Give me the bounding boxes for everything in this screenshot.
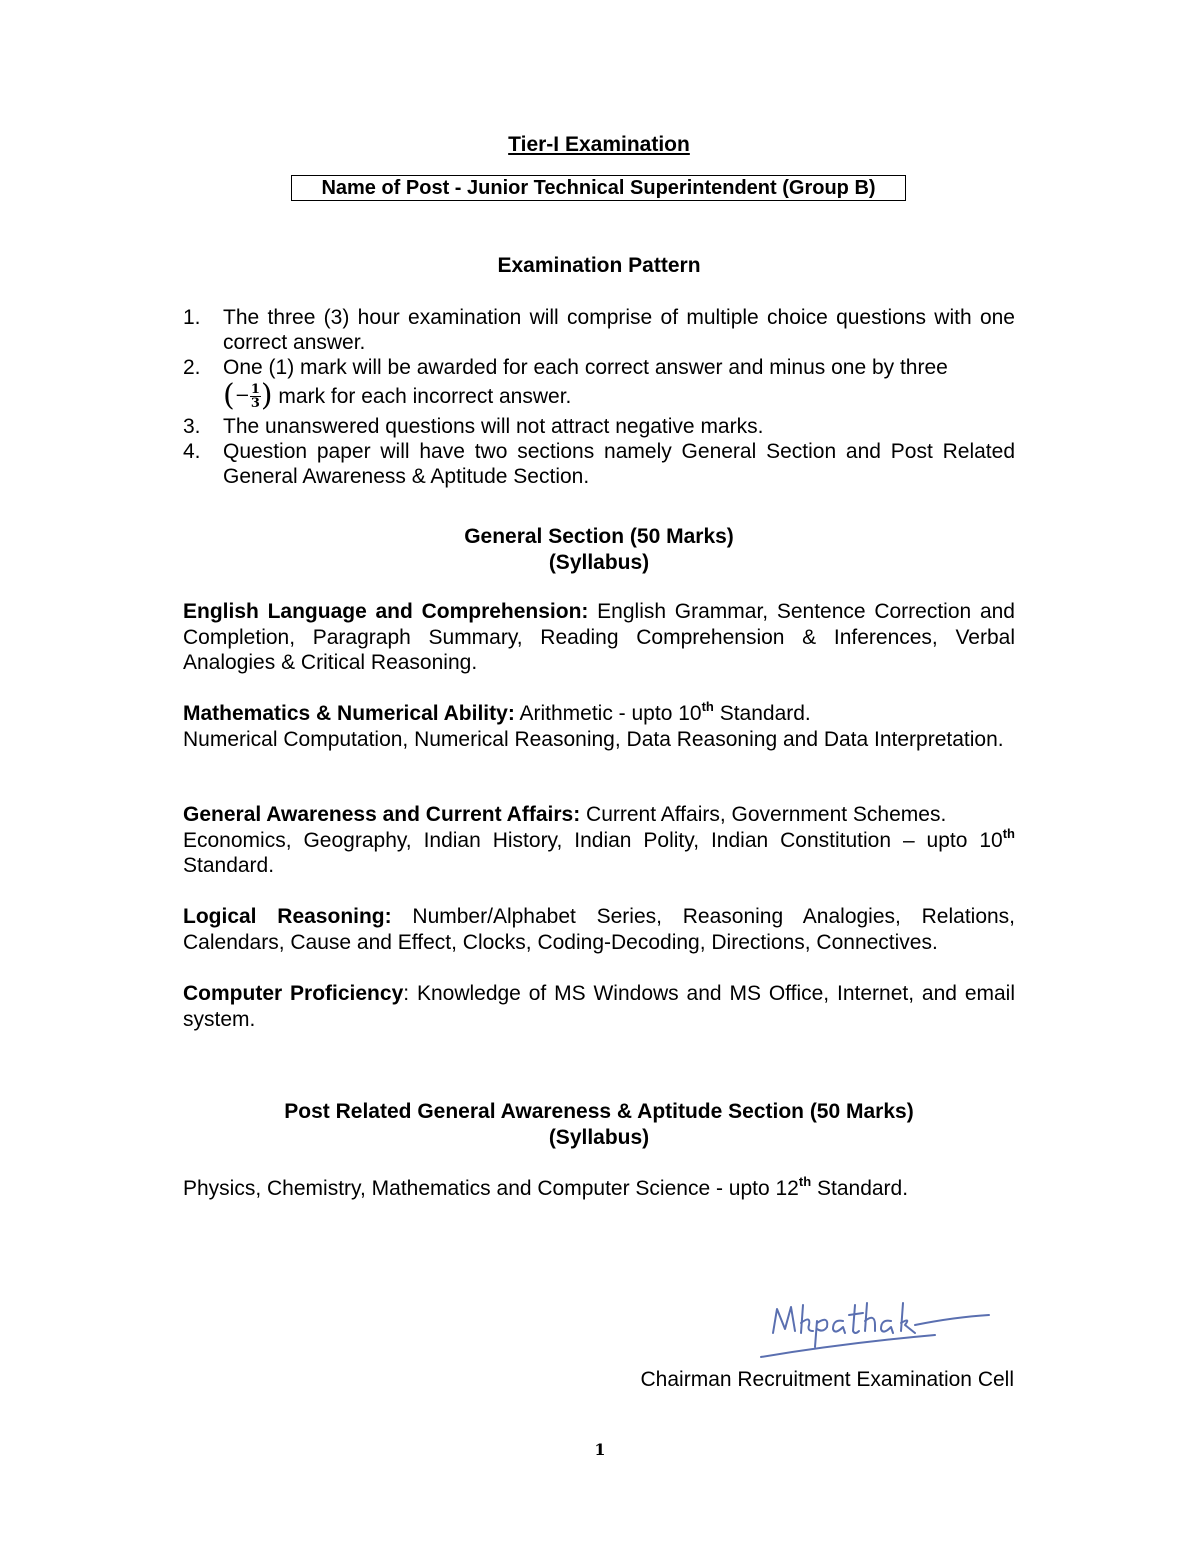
list-item-text: One (1) mark will be awarded for each correct answer and minus one by three (223, 356, 948, 379)
list-item (183, 414, 1015, 439)
math-superscript: th (701, 699, 714, 714)
list-item-text: Question paper will have two sections namely General Section and Post Related General Awareness & Aptitude Section. (223, 440, 1015, 488)
post-superscript: th (798, 1174, 812, 1189)
english-text: English Grammar, Sentence Correction and Completion, Paragraph Summary, Reading Comprehension & Inferences, Verbal Analogies & Critical Reasoning. (183, 600, 1015, 674)
post-name-box: Name of Post - Junior Technical Superintendent (Group B) (291, 175, 906, 201)
general-section-title: General Section (50 Marks) (464, 525, 734, 548)
fraction-line (223, 380, 1015, 414)
ga-line2-post: Standard. (183, 854, 275, 877)
ga-label: General Awareness and Current Affairs: (183, 803, 581, 826)
lr-text: Number/Alphabet Series, Reasoning Analogies, Relations, Calendars, Cause and Effect, Clocks, Coding-Decoding, Directions, Connectives. (183, 905, 1016, 954)
post-paragraph (183, 1176, 1015, 1202)
fraction-expression: (− $\frac{1}{3}$ ) (223, 378, 273, 413)
list-item-number: 1. (183, 306, 201, 329)
cp-label: Computer Proficiency (183, 982, 404, 1005)
list-item-text: The three (3) hour examination will comprise of multiple choice questions with one correct answer. (223, 306, 1015, 354)
list-item (183, 439, 1015, 489)
page-number: 1 (594, 1440, 606, 1459)
ga-text: Current Affairs, Government Schemes. (580, 803, 947, 826)
lr-label: Logical Reasoning: (183, 905, 392, 928)
fraction-denominator: 3 (250, 395, 260, 411)
math-label: Mathematics & Numerical Ability: (183, 702, 515, 725)
signature-caption: Chairman Recruitment Examination Cell (640, 1368, 1014, 1391)
math-text: Arithmetic - upto 10 (514, 702, 702, 725)
list-item-number: 2. (183, 356, 201, 379)
pattern-heading: Examination Pattern (497, 254, 701, 277)
math-paragraph (183, 701, 1015, 752)
cp-text: : Knowledge of MS Windows and MS Office, Internet, and email system. (183, 982, 1015, 1031)
post-section-title: Post Related General Awareness & Aptitude Section (50 Marks) (284, 1100, 914, 1123)
english-paragraph (183, 599, 1015, 676)
ga-superscript: th (1002, 825, 1015, 841)
post-text: Physics, Chemistry, Mathematics and Computer Science - upto 12 (183, 1177, 799, 1200)
math-line2: Numerical Computation, Numerical Reasoning, Data Reasoning and Data Interpretation. (183, 727, 1004, 751)
list-item (183, 355, 1015, 414)
general-section-subtitle: (Syllabus) (548, 551, 650, 574)
list-item-number: 3. (183, 415, 201, 438)
handwritten-signature (755, 1295, 995, 1365)
english-label: English Language and Comprehension: (183, 600, 589, 623)
post-section-heading (183, 1099, 1015, 1151)
ga-line2: Economics, Geography, Indian History, Indian Polity, Indian Constitution – upto 10 (183, 828, 1003, 852)
post-section-subtitle: (Syllabus) (548, 1126, 650, 1149)
lr-paragraph (183, 904, 1015, 955)
post-text-post: Standard. (811, 1177, 909, 1200)
math-text-post: Standard. (713, 702, 811, 725)
general-section-heading (183, 524, 1015, 576)
cp-paragraph (183, 981, 1015, 1032)
ga-paragraph (183, 802, 1015, 879)
list-item-number: 4. (183, 440, 201, 463)
fraction-minus: − (234, 385, 250, 406)
page-title: Tier-I Examination (508, 133, 690, 156)
pattern-list (183, 305, 1015, 489)
list-item-text: The unanswered questions will not attract negative marks. (223, 415, 764, 438)
fraction-after-text: mark for each incorrect answer. (272, 385, 572, 409)
fraction-numerator: 1 (250, 381, 260, 397)
list-item (183, 305, 1015, 355)
